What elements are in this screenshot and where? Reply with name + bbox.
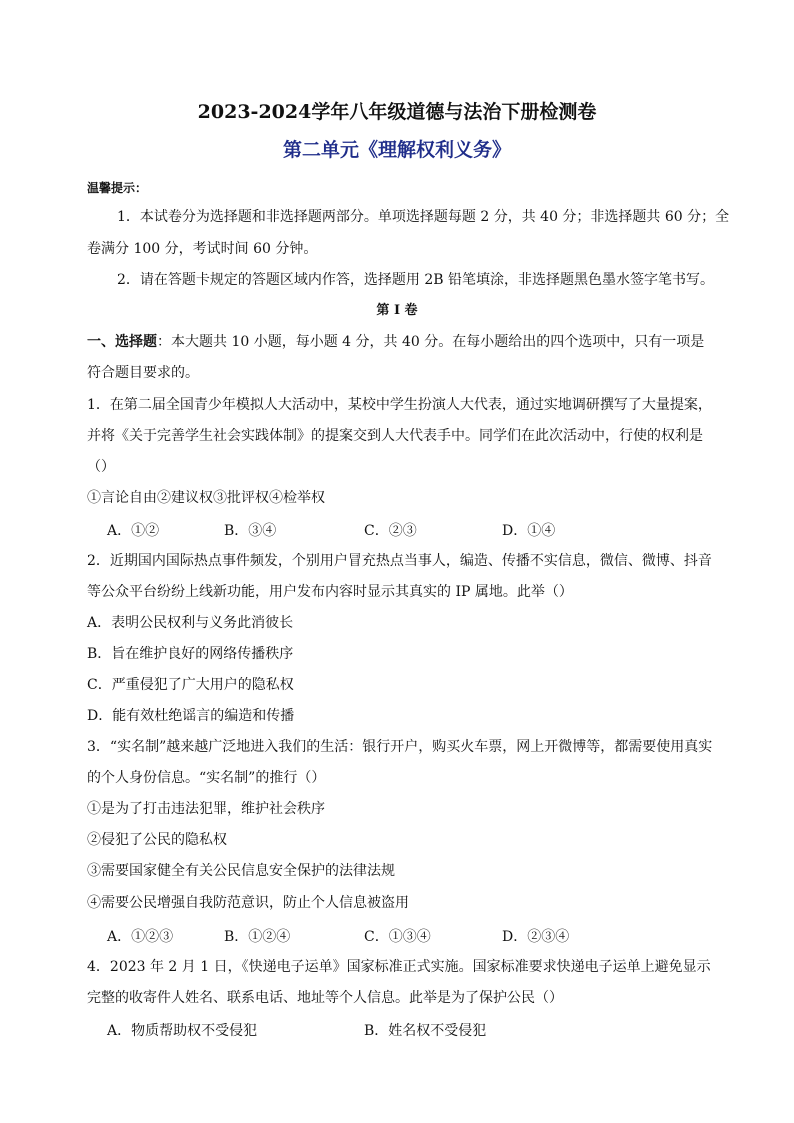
q2-stem-line-2: 等公众平台纷纷上线新功能，用户发布内容时显示其真实的 IP 属地。此举（） <box>87 584 573 600</box>
exam-title: 2023-2024学年八年级道德与法治下册检测卷 <box>197 101 597 123</box>
q3-item-4: ④需要公民增强自我防范意识，防止个人信息被盗用 <box>87 895 409 911</box>
q4-stem-line-1: 4．2023 年 2 月 1 日，《快递电子运单》国家标准正式实施。国家标准要求快递电子运单上避免显示 <box>87 959 711 975</box>
q3-option-a: A．①②③ <box>107 929 174 945</box>
q3-item-1: ①是为了打击违法犯罪，维护社会秩序 <box>87 801 325 817</box>
section-heading <box>87 333 704 351</box>
q4-stem-line-2: 完整的收寄件人姓名、联系电话、地址等个人信息。此举是为了保护公民（） <box>87 990 563 1006</box>
q4-option-b: B．姓名权不受侵犯 <box>364 1023 487 1039</box>
volume-label: 第 I 卷 <box>376 303 418 318</box>
q1-stem-line-2: 并将《关于完善学生社会实践体制》的提案交到人大代表手中。同学们在此次活动中，行使的权利是 <box>87 428 703 444</box>
q3-item-3: ③需要国家健全有关公民信息安全保护的法律法规 <box>87 863 395 879</box>
tip-line-1: 1．本试卷分为选择题和非选择题两部分。单项选择题每题 2 分，共 40 分；非选择题共 60 分；全 <box>117 209 730 225</box>
q3-option-b: B．①②④ <box>224 929 291 945</box>
q1-option-c: C．②③ <box>364 523 417 539</box>
q1-option-a: A．①② <box>107 523 160 539</box>
section-heading-bold: 一、选择题 <box>87 334 157 350</box>
q1-option-b: B．③④ <box>224 523 277 539</box>
q2-option-a: A．表明公民权利与义务此消彼长 <box>87 615 294 631</box>
q3-stem-line-2: 的个人身份信息。“实名制”的推行（） <box>87 770 326 786</box>
section-heading-line2: 符合题目要求的。 <box>87 365 199 381</box>
tips-label: 温馨提示： <box>87 181 148 195</box>
q2-option-d: D．能有效杜绝谣言的编造和传播 <box>87 708 295 724</box>
q2-option-c: C．严重侵犯了广大用户的隐私权 <box>87 677 294 693</box>
q2-option-b: B．旨在维护良好的网络传播秩序 <box>87 646 294 662</box>
tip-line-3: 2．请在答题卡规定的答题区域内作答，选择题用 2B 铅笔填涂，非选择题黑色墨水签字笔书写。 <box>117 272 715 288</box>
q3-stem-line-1: 3．“实名制”越来越广泛地进入我们的生活：银行开户，购买火车票，网上开微博等，都需要使用真实 <box>87 739 713 755</box>
q1-stem-line-3: （） <box>87 459 115 475</box>
q3-option-d: D．②③④ <box>502 929 570 945</box>
q3-item-2: ②侵犯了公民的隐私权 <box>87 832 227 848</box>
tip-line-2: 卷满分 100 分，考试时间 60 分钟。 <box>87 241 318 257</box>
q1-stem-line-1: 1．在第二届全国青少年模拟人大活动中，某校中学生扮演人大代表，通过实地调研撰写了大量提案， <box>87 397 712 413</box>
q1-items: ①言论自由②建议权③批评权④检举权 <box>87 490 325 506</box>
q4-option-a: A．物质帮助权不受侵犯 <box>107 1023 258 1039</box>
section-heading-rest: ：本大题共 10 小题，每小题 4 分，共 40 分。在每小题给出的四个选项中，只有一项是 <box>157 334 705 350</box>
q1-option-d: D．①④ <box>502 523 556 539</box>
unit-subtitle: 第二单元《理解权利义务》 <box>282 139 511 161</box>
q2-stem-line-1: 2．近期国内国际热点事件频发，个别用户冒充热点当事人，编造、传播不实信息，微信、微博、抖音 <box>87 553 712 569</box>
q3-option-c: C．①③④ <box>364 929 431 945</box>
